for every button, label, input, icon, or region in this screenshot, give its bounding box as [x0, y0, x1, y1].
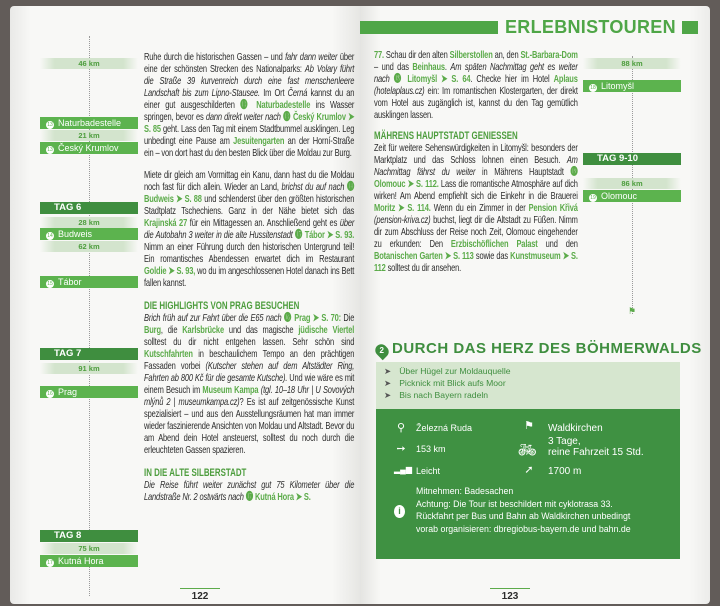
- tour-duration: [548, 436, 644, 458]
- stop-name: Litomyšl: [601, 81, 635, 91]
- km-label: 62 km: [40, 241, 138, 252]
- stop-number: 19: [590, 195, 596, 201]
- text-run: Lass die romantische Atmosphäre auf dich wirken! Am Abend empfiehlt sich die Einkehr in die Brauerei: [374, 179, 578, 202]
- text-run: in beschaulichem Tempo an den prächtigen Fassaden vorbei: [144, 349, 355, 372]
- section-heading: DIE HIGHLIGHTS VON PRAG BESUCHEN: [144, 300, 300, 312]
- stop-name: Budweis: [58, 229, 93, 239]
- paragraph: [144, 52, 354, 160]
- highlight-link[interactable]: ⓰ Prag ➤ S. 70:: [283, 313, 341, 324]
- highlight-text: Picknick mit Blick aufs Moor: [399, 378, 506, 388]
- text-run: (Kutscher stehen auf dem Altstädter Ring, Fahrten ab 800 Kč für die gesamte Kutsche).: [144, 361, 355, 384]
- stop-name: Kutná Hora: [58, 556, 104, 566]
- spacer: [144, 290, 354, 300]
- stop-name: Český Krumlov: [58, 143, 119, 153]
- highlight-item: [384, 389, 680, 401]
- tour-highlights: [376, 362, 680, 409]
- stop-number: 13: [47, 122, 53, 128]
- tour-pin-icon: [373, 342, 391, 360]
- stop-cesky-krumlov: [40, 142, 138, 154]
- text-run: und schlenderst über den größten historischen Stadtplatz Tschechiens. Ganz in der Nähe bietet sich das: [144, 194, 355, 217]
- highlight-link[interactable]: jüdische Viertel: [298, 325, 355, 336]
- highlight-link[interactable]: Aplaus: [553, 74, 578, 85]
- day-tag: TAG 9-10: [583, 153, 681, 165]
- stop-number: 15: [47, 281, 53, 287]
- text-run: – und das: [374, 62, 413, 73]
- km-label: 28 km: [40, 217, 138, 228]
- text-run: Und wie wäre es mit einem Besuch im: [144, 373, 355, 396]
- tour-note-packing: Mitnehmen: Badesachen: [416, 486, 514, 496]
- highlight-link[interactable]: ⓭ Naturbadestelle: [240, 100, 311, 111]
- highlight-link[interactable]: Jesuitengarten: [233, 136, 285, 147]
- text-run: ein: Im romantischen Klostergarten, der direkt vom Hotel aus zugänglich ist, kannst du den Tag gemütlich ausklingen lassen.: [374, 86, 578, 121]
- spacer: [144, 457, 354, 467]
- text-run: Die Reise führt weiter zunächst gut 75 Kilometer über die Landstraße Nr. 2 ostwärts nach: [144, 480, 355, 503]
- location-pin-icon: ⚲: [396, 422, 406, 434]
- stop-number: 13: [47, 147, 53, 153]
- text-run: für ein Mittagessen an. Anschließend geht es: [187, 218, 340, 229]
- stop-name: Naturbadestelle: [58, 118, 122, 128]
- text-run: .: [444, 62, 451, 73]
- paragraph: [144, 170, 354, 290]
- text-run: ? Es ist auf zeitgenössische Kunst spezialisiert – und aus den Ausstellungsräumen hat man immer wieder faszinierende Ansichten von Moldau und Altstadt. Bevor du am Abend dein Hotel ansteuerst, solltest du noch durch die erleuchteten Gassen spazieren.: [144, 397, 355, 456]
- km-label: 21 km: [40, 130, 138, 141]
- text-run: an der Horní-Straße ein – von dort hast du den besten Blick über die Moldau zur Burg.: [144, 136, 355, 159]
- left-page: [10, 6, 360, 604]
- info-icon: i: [394, 505, 405, 518]
- elevation-arrow-icon: ➚: [524, 464, 534, 476]
- stop-number: 17: [47, 560, 53, 566]
- highlight-link[interactable]: Silberstollen: [449, 50, 493, 61]
- km-label: 91 km: [40, 363, 138, 374]
- highlight-link[interactable]: ⓯ Tábor ➤ S. 93.: [294, 230, 355, 241]
- text-run: kannst du an einer gut ausgeschilderten: [144, 88, 355, 111]
- text-run: sowie das: [473, 251, 511, 262]
- text-run: Ab Volary führt die Straße 39 kurvenreich durch eine fast menschenleere Landschaft bis zum Lipno-Stausee.: [144, 64, 355, 99]
- arrow-icon: ➤: [384, 390, 392, 400]
- tour-info-box: [376, 409, 680, 559]
- text-run: Černá: [287, 88, 308, 99]
- day-tag: TAG 7: [40, 348, 138, 360]
- stop-prag: [40, 386, 138, 398]
- highlight-link[interactable]: St.-Barbara-Dom: [520, 50, 578, 61]
- km-label: 88 km: [583, 58, 681, 69]
- text-run: dann direkt weiter nach: [205, 112, 281, 123]
- header-bar: [360, 21, 498, 34]
- text-run: und den: [537, 239, 578, 250]
- text-run: Wenn du ein Zimmer in der: [430, 203, 529, 214]
- highlight-link[interactable]: ⓲ Litomyšl ➤ S. 64: [393, 74, 471, 85]
- text-run: Die: [340, 313, 355, 324]
- text-run: an, den: [492, 50, 521, 61]
- tour-note-warning: Achtung: Die Tour ist beschildert mit cyklotrasa 33. Rückfahrt per Bus und Bahn ab Waldkirchen unbedingt vorab organisieren: dbregiobus-bayern.de und bahn.de: [416, 498, 631, 534]
- tour-distance: 153 km: [416, 444, 446, 454]
- text-run: (tgl. 10–18 Uhr | U Sovových mlýnů 2 | museumkampa.cz): [144, 385, 355, 408]
- highlight-link[interactable]: Burg: [144, 325, 161, 336]
- highlight-link[interactable]: 77.: [374, 50, 384, 61]
- text-run: ins Wasser springen, bevor es: [144, 100, 355, 123]
- text-run: (hotelaplaus.cz): [374, 86, 425, 97]
- text-run: Ruhe durch die historischen Gassen – und: [144, 52, 286, 63]
- right-page: [360, 6, 710, 604]
- day-tag: TAG 8: [40, 530, 138, 542]
- highlight-text: Über Hügel zur Moldauquelle: [399, 366, 511, 376]
- highlight-link[interactable]: Botanischen Garten ➤ S. 113: [374, 251, 474, 262]
- left-text-column: [144, 52, 354, 504]
- stop-name: Olomouc: [601, 191, 638, 201]
- highlight-link[interactable]: Museum Kampa: [202, 385, 259, 396]
- stop-budweis: [40, 228, 138, 240]
- text-run: , die: [160, 325, 183, 336]
- stop-number: 14: [47, 233, 53, 239]
- highlight-item: [384, 377, 680, 389]
- tour-start: Železná Ruda: [416, 423, 473, 433]
- text-run: Am Nachmittag fährst du weiter: [374, 155, 578, 178]
- text-run: Am späten Nachmittag geht es weiter nach: [374, 62, 578, 85]
- highlight-link[interactable]: Karlsbrücke: [182, 325, 224, 336]
- header-block: [682, 21, 698, 34]
- section-heading: IN DIE ALTE SILBERSTADT: [144, 467, 247, 479]
- tour-number: 2: [379, 346, 385, 356]
- stop-name: Prag: [58, 387, 78, 397]
- stop-olomouc: [583, 190, 681, 202]
- day-tag: TAG 6: [40, 202, 138, 214]
- stop-number: 18: [590, 85, 596, 91]
- highlight-link[interactable]: ⓮ Budweis ➤ S. 88: [144, 182, 355, 205]
- text-run: Nimm an einer Führung durch den historischen Untergrund teil! Ein romantisches Abendessen erwartet dich im Restaurant: [144, 242, 355, 265]
- tour-end: Waldkirchen: [548, 423, 603, 434]
- section-title: ERLEBNISTOUREN: [505, 17, 676, 37]
- finish-flag-icon: ⚑: [524, 420, 534, 432]
- text-run: und das magische: [223, 325, 299, 336]
- section-heading: MÄHRENS HAUPTSTADT GENIESSEN: [374, 130, 518, 142]
- tour-difficulty: Leicht: [416, 466, 441, 476]
- stop-litomysl: [583, 80, 681, 92]
- highlight-text: Bis nach Bayern radeln: [399, 390, 489, 400]
- bicycle-icon: 🚲︎: [517, 442, 537, 459]
- text-run: Zeit für weitere Sehenswürdigkeiten in Litomyšl: besonders der Marktplatz und das Schloss lohnen einen Besuch.: [374, 143, 578, 166]
- text-run: brichst du auf nach: [281, 182, 345, 193]
- spacer: [374, 122, 578, 130]
- tour-elevation: 1700 m: [548, 466, 582, 477]
- stop-naturbadestelle: [40, 117, 138, 129]
- paragraph: [374, 50, 578, 122]
- right-text-column: [374, 50, 578, 275]
- text-run: in Mährens Hauptstadt: [475, 167, 571, 178]
- page-number: 123: [490, 588, 530, 602]
- text-run: Schau dir den alten: [383, 50, 450, 61]
- text-run: geht. Lass den Tag mit einem Stadtbummel ausklingen. Leg unbedingt eine Pause am: [144, 124, 355, 147]
- tour-heading: [376, 340, 702, 358]
- highlight-link[interactable]: Moritz ➤ S. 114.: [374, 203, 431, 214]
- duration-ride-time: reine Fahrzeit 15 Std.: [548, 447, 644, 458]
- paragraph: [144, 480, 354, 504]
- highlight-link[interactable]: Pension Křivá: [528, 203, 578, 214]
- page-number: 122: [180, 588, 220, 602]
- tour-notes: [416, 485, 652, 535]
- tour-title: DURCH DAS HERZ DES BÖHMERWALDS: [392, 340, 702, 357]
- text-run: (pension-kriva.cz): [374, 215, 431, 226]
- duration-days: 3 Tage,: [548, 436, 581, 447]
- highlight-link[interactable]: ⓭ Český Krumlov ➤ S. 85: [144, 112, 355, 135]
- km-label: 75 km: [40, 543, 138, 554]
- text-run: . Checke hier im Hotel: [470, 74, 554, 85]
- text-run: wo du im angeschlossenen Hotel danach ins Bett fallen kannst.: [144, 266, 355, 289]
- km-label: 46 km: [40, 58, 138, 69]
- text-run: Miete dir gleich am Vormittag ein Kanu, dann hast du die Moldau noch fast für dich allein. Wieder an Land,: [144, 170, 355, 193]
- arrow-right-icon: ➙: [396, 443, 406, 455]
- highlight-link[interactable]: ⓳ Olomouc ➤ S. 112.: [374, 167, 578, 190]
- arrow-icon: ➤: [384, 366, 392, 376]
- highlight-link[interactable]: ⓱ Kutná Hora ➤ S.: [245, 492, 311, 503]
- stop-tabor: [40, 276, 138, 288]
- difficulty-bars-icon: ▂▄▆: [394, 465, 412, 474]
- highlight-link[interactable]: Krajinská 27: [144, 218, 188, 229]
- highlight-link[interactable]: Goldie ➤ S. 93,: [144, 266, 196, 277]
- paragraph: [144, 313, 354, 457]
- text-run: solltest du dir nicht entgehen lassen. Sehr schön sind: [144, 337, 355, 348]
- highlight-link[interactable]: Kunstmuseum ➤ S. 112: [374, 251, 578, 274]
- highlight-link[interactable]: Beinhaus: [412, 62, 445, 73]
- text-run: fahr dann weiter: [285, 52, 338, 63]
- spacer: [144, 160, 354, 170]
- highlight-item: [384, 365, 680, 377]
- stop-kutna-hora: [40, 555, 138, 567]
- text-run: Im Ort: [259, 88, 288, 99]
- arrow-icon: ➤: [384, 378, 392, 388]
- text-run: buchst, liegt dir die Altstadt zu Füßen. Nimm dir zum Abschluss der Reise noch Zeit, Olomouc eingehender zu erkunden: Den: [374, 215, 578, 250]
- finish-flag-icon: ⚑: [628, 306, 637, 316]
- highlight-link[interactable]: Erzbischöflichen Palast: [450, 239, 538, 250]
- section-header: [360, 16, 710, 38]
- text-run: über eine der schönsten Strecken des Nationalparks:: [144, 52, 355, 75]
- text-run: solltest du dir ansehen.: [385, 263, 462, 274]
- stop-number: 16: [47, 391, 53, 397]
- paragraph: [374, 143, 578, 275]
- text-run: über die Autobahn 3 weiter in die alte Hussitenstadt: [144, 218, 355, 241]
- text-run: Brich früh auf zur Fahrt über die E65 nach: [144, 313, 282, 324]
- km-label: 86 km: [583, 178, 681, 189]
- stop-name: Tábor: [58, 277, 82, 287]
- highlight-link[interactable]: Kutschfahrten: [144, 349, 193, 360]
